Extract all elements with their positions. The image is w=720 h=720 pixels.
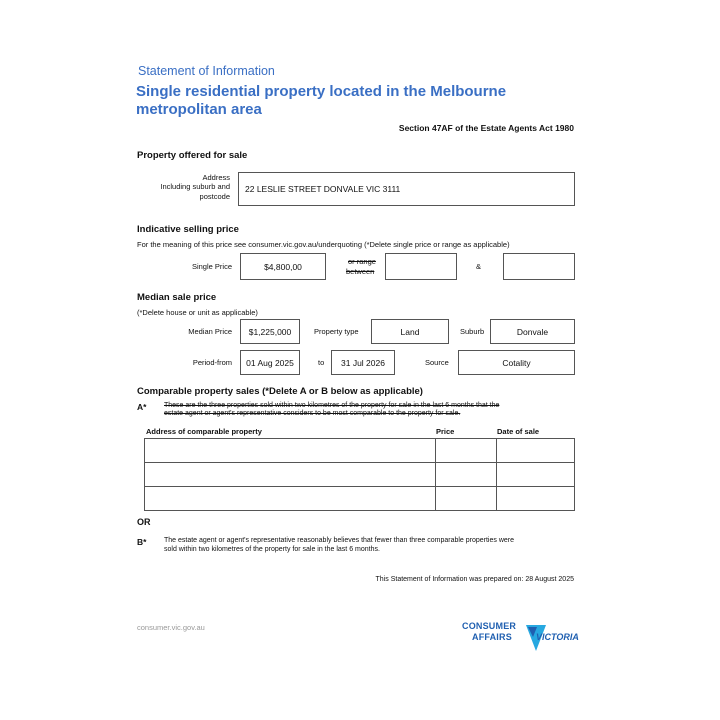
range-label-2: between [346, 267, 375, 276]
address-value: 22 LESLIE STREET DONVALE VIC 3111 [245, 184, 401, 194]
prepared-date: This Statement of Information was prepared on: 28 August 2025 [375, 576, 574, 583]
range-ampersand: & [476, 262, 482, 271]
period-from-value: 01 Aug 2025 [246, 357, 294, 368]
median-heading: Median sale price [137, 292, 217, 303]
comparable-price-cell[interactable] [436, 439, 497, 463]
single-price-label: Single Price [191, 262, 232, 271]
comparable-date-cell[interactable] [497, 487, 575, 511]
option-a-text-2: estate agent or agent's representative considers to be most comparable to the property for sale. [164, 410, 461, 417]
address-sublabel-2: postcode [199, 192, 230, 201]
comparable-date-cell[interactable] [497, 463, 575, 487]
table-row [145, 487, 575, 511]
option-b-text-2: sold within two kilometres of the property for sale in the last 6 months. [164, 546, 380, 553]
comparable-date-cell[interactable] [497, 439, 575, 463]
property-type-label: Property type [314, 327, 359, 336]
logo-text-consumer: CONSUMER [462, 621, 517, 631]
act-reference: Section 47AF of the Estate Agents Act 1980 [398, 123, 574, 133]
option-a-marker: A* [137, 402, 147, 412]
logo-text-affairs: AFFAIRS [472, 632, 512, 642]
table-row [145, 439, 575, 463]
document-title-line2: metropolitan area [136, 101, 262, 118]
single-price-field[interactable] [240, 253, 326, 280]
column-header-price: Price [436, 427, 455, 436]
period-to-field[interactable] [331, 350, 395, 375]
document-subtitle: Statement of Information [138, 64, 275, 78]
comparable-address-cell[interactable] [145, 487, 436, 511]
option-a-text-1: These are the three properties sold within two kilometres of the property for sale in the last 6 months that the [164, 402, 500, 409]
indicative-note: For the meaning of this price see consumer.vic.gov.au/underquoting (*Delete single price or range as applicable) [137, 240, 510, 249]
table-row [145, 463, 575, 487]
single-price-value: $4,800,00 [264, 261, 302, 272]
comparable-price-cell[interactable] [436, 463, 497, 487]
website-link[interactable]: consumer.vic.gov.au [137, 623, 205, 632]
median-price-field[interactable] [240, 319, 300, 344]
logo-text-victoria: VICTORIA [536, 632, 579, 642]
range-high-field[interactable] [503, 253, 575, 280]
indicative-heading: Indicative selling price [137, 224, 239, 235]
comparable-price-cell[interactable] [436, 487, 497, 511]
suburb-field[interactable] [490, 319, 575, 344]
address-label: Address [202, 173, 230, 182]
period-to-value: 31 Jul 2026 [341, 357, 385, 368]
range-label-1: or range [348, 257, 376, 266]
median-price-value: $1,225,000 [248, 326, 292, 337]
or-separator: OR [137, 517, 151, 527]
column-header-date: Date of sale [497, 427, 540, 436]
comparable-table [144, 438, 575, 511]
source-field[interactable] [458, 350, 575, 375]
range-low-field[interactable] [385, 253, 457, 280]
column-header-address: Address of comparable property [146, 427, 262, 436]
comparable-address-cell[interactable] [145, 439, 436, 463]
option-b-marker: B* [137, 537, 147, 547]
property-type-field[interactable] [371, 319, 449, 344]
period-to-label: to [318, 358, 325, 367]
address-sublabel-1: Including suburb and [160, 182, 230, 191]
comparable-heading: Comparable property sales (*Delete A or B below as applicable) [137, 386, 423, 397]
consumer-affairs-logo [462, 620, 578, 654]
median-note: (*Delete house or unit as applicable) [137, 308, 258, 317]
median-price-label: Median Price [188, 327, 232, 336]
suburb-label: Suburb [460, 327, 485, 336]
option-b-text-1: The estate agent or agent's representative reasonably believes that fewer than three comparable properties were [164, 537, 514, 544]
source-value: Cotality [502, 357, 531, 368]
suburb-value: Donvale [516, 326, 549, 337]
comparable-address-cell[interactable] [145, 463, 436, 487]
property-heading: Property offered for sale [137, 150, 248, 161]
period-from-field[interactable] [240, 350, 300, 375]
document-title-line1: Single residential property located in the Melbourne [136, 83, 507, 100]
address-field[interactable] [238, 172, 575, 206]
period-from-label: Period-from [192, 358, 232, 367]
property-type-value: Land [400, 326, 420, 337]
source-label: Source [425, 358, 449, 367]
